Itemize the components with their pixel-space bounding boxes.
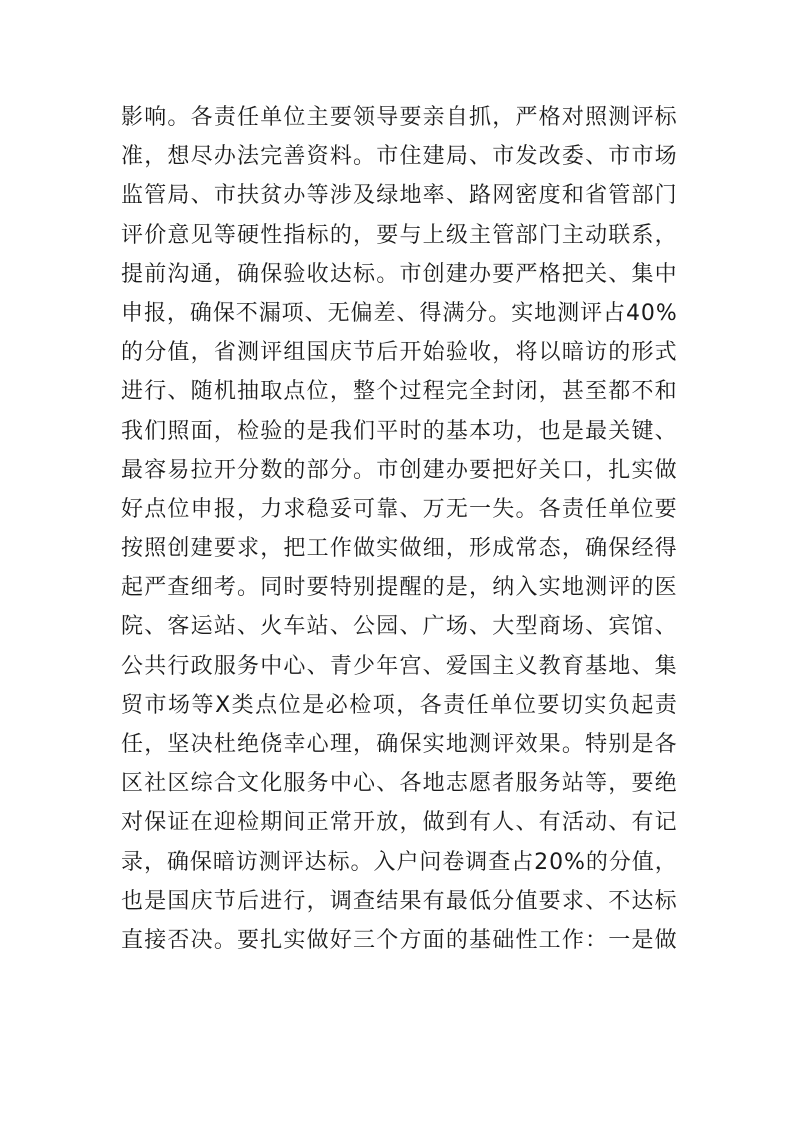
text-line: 监 管 局 、 市 扶 贫 办 等 涉 及 绿 地 率 、 路 网 密 度 和 省 管 部 门 bbox=[121, 183, 677, 209]
text-line: 贸 市 场 等 X 类 点 位 是 必 检 项 ， 各 责 任 单 位 要 切 实 负 起 责 bbox=[121, 692, 677, 718]
text-line: 最 容 易 拉 开 分 数 的 部 分 。 市 创 建 办 要 把 好 关 口 ， 扎 实 做 bbox=[121, 457, 677, 483]
text-line: 也 是 国 庆 节 后 进 行 ， 调 查 结 果 有 最 低 分 值 要 求 、 不 达 标 bbox=[121, 888, 677, 914]
text-line: 按 照 创 建 要 求 ， 把 工 作 做 实 做 细 ， 形 成 常 态 ， 确 保 经 得 bbox=[121, 536, 677, 562]
text-line: 起 严 查 细 考 。 同 时 要 特 别 提 醒 的 是 ， 纳 入 实 地 测 评 的 医 bbox=[121, 575, 677, 601]
text-line: 录 ， 确 保 暗 访 测 评 达 标 。 入 户 问 卷 调 查 占 2 0 % 的 分 值 ， bbox=[121, 849, 677, 875]
text-line: 对 保 证 在 迎 检 期 间 正 常 开 放 ， 做 到 有 人 、 有 活 动 、 有 记 bbox=[121, 810, 677, 836]
text-line: 直 接 否 决 。 要 扎 实 做 好 三 个 方 面 的 基 础 性 工 作 ： 一 是 做 bbox=[121, 927, 677, 953]
text-line: 院 、 客 运 站 、 火 车 站 、 公 园 、 广 场 、 大 型 商 场 、 宾 馆 、 bbox=[121, 614, 677, 640]
text-line: 申 报 ， 确 保 不 漏 项 、 无 偏 差 、 得 满 分 。 实 地 测 评 占 4 0 % bbox=[121, 300, 677, 326]
text-line: 提 前 沟 通 ， 确 保 验 收 达 标 。 市 创 建 办 要 严 格 把 关 、 集 中 bbox=[121, 261, 677, 287]
text-line: 的 分 值 ， 省 测 评 组 国 庆 节 后 开 始 验 收 ， 将 以 暗 访 的 形 式 bbox=[121, 340, 677, 366]
text-line: 区 社 区 综 合 文 化 服 务 中 心 、 各 地 志 愿 者 服 务 站 等 ， 要 绝 bbox=[121, 771, 677, 797]
body-paragraph bbox=[121, 98, 677, 960]
text-line: 进 行 、 随 机 抽 取 点 位 ， 整 个 过 程 完 全 封 闭 ， 甚 至 都 不 和 bbox=[121, 379, 677, 405]
text-line: 评 价 意 见 等 硬 性 指 标 的 ， 要 与 上 级 主 管 部 门 主 动 联 系 ， bbox=[121, 222, 677, 248]
text-line: 任 ， 坚 决 杜 绝 侥 幸 心 理 ， 确 保 实 地 测 评 效 果 。 特 别 是 各 bbox=[121, 732, 677, 757]
text-line: 影 响 。 各 责 任 单 位 主 要 领 导 要 亲 自 抓 ， 严 格 对 照 测 评 标 bbox=[121, 105, 677, 130]
text-line: 公 共 行 政 服 务 中 心 、 青 少 年 宫 、 爱 国 主 义 教 育 基 地 、 集 bbox=[121, 653, 677, 679]
text-line: 我 们 照 面 ， 检 验 的 是 我 们 平 时 的 基 本 功 ， 也 是 最 关 键 、 bbox=[121, 418, 677, 444]
text-line: 准 ， 想 尽 办 法 完 善 资 料 。 市 住 建 局 、 市 发 改 委 、 市 市 场 bbox=[121, 144, 677, 170]
text-line: 好 点 位 申 报 ， 力 求 稳 妥 可 靠 、 万 无 一 失 。 各 责 任 单 位 要 bbox=[121, 496, 677, 522]
